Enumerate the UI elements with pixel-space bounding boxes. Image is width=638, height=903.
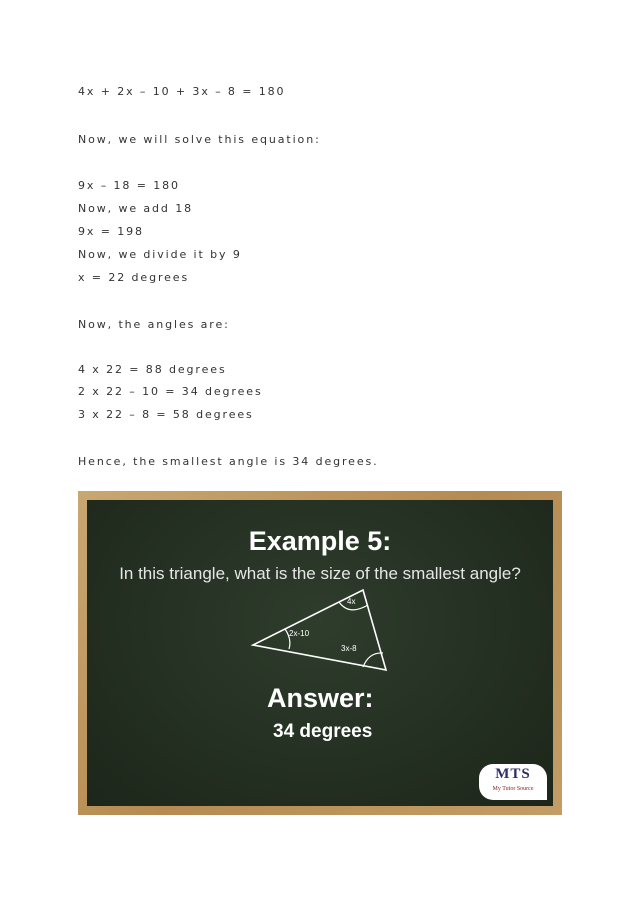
conclusion-line: Hence, the smallest angle is 34 degrees. [78,455,379,468]
answer-value: 34 degrees [273,721,373,742]
instruction-line: Now, we divide it by 9 [78,248,242,261]
triangle-shape [253,590,386,670]
angle-arc-right [363,653,383,667]
angle-line: 3 x 22 – 8 = 58 degrees [78,408,254,421]
equation-line: 9x – 18 = 180 [78,179,180,192]
chalkboard-frame [78,491,562,815]
triangle-diagram [87,500,553,806]
equation-line: 4x + 2x – 10 + 3x – 8 = 180 [78,85,286,98]
instruction-line: Now, we will solve this equation: [78,133,321,146]
example-question: In this triangle, what is the size of the smallest angle? [119,564,521,583]
example-title: Example 5: [248,526,392,556]
logo [479,764,547,800]
instruction-line: Now, the angles are: [78,318,230,331]
angle-line: 2 x 22 – 10 = 34 degrees [78,385,263,398]
instruction-line: Now, we add 18 [78,202,194,215]
logo-text: My Tutor Source [492,786,534,792]
answer-title: Answer: [267,683,374,713]
logo-mark: MTS [495,766,531,782]
chalkboard [87,500,553,806]
angle-label-left: 2x-10 [289,629,310,638]
angle-line: 4 x 22 = 88 degrees [78,363,227,376]
angle-label-top: 4x [347,597,356,606]
angle-label-right: 3x-8 [341,644,357,653]
equation-line: x = 22 degrees [78,271,190,284]
equation-line: 9x = 198 [78,225,144,238]
